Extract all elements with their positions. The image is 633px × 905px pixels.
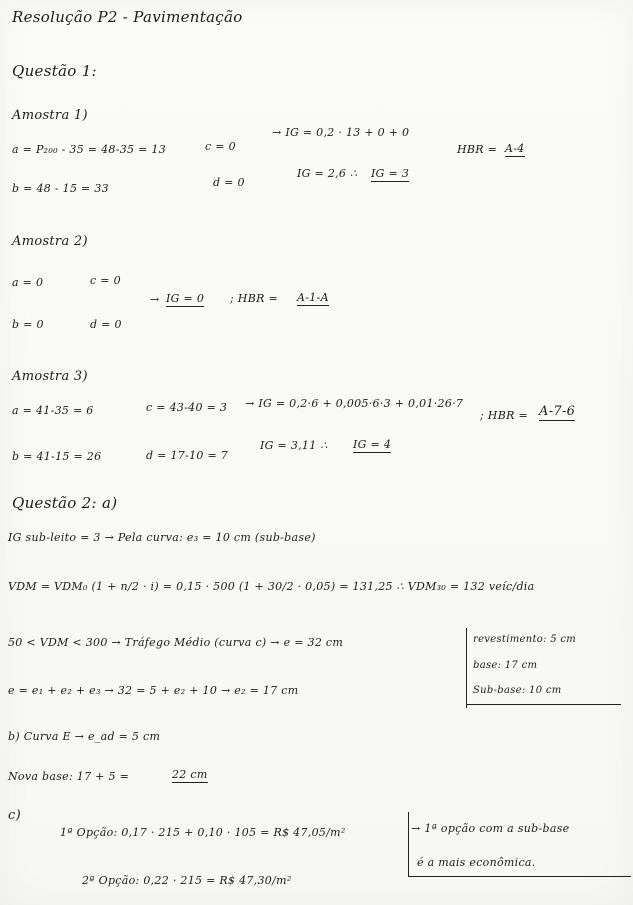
q2-new-base-result: 22 cm xyxy=(172,768,208,781)
sample-3-c: c = 43-40 = 3 xyxy=(146,401,228,414)
option-2: 2ª Opção: 0,22 · 215 = R$ 47,30/m² xyxy=(82,874,292,887)
sample-1-hbr-label: HBR = xyxy=(457,143,498,156)
sample-2-c: c = 0 xyxy=(90,274,121,287)
sample-3-b: b = 41-15 = 26 xyxy=(12,450,102,463)
q2-part-b: b) Curva E → e_ad = 5 cm xyxy=(8,730,161,743)
sample-2-label: Amostra 2) xyxy=(12,234,88,249)
option-1: 1ª Opção: 0,17 · 215 + 0,10 · 105 = R$ 47,05/m² xyxy=(60,826,346,839)
q2-part-c: c) xyxy=(8,808,21,823)
sample-1-line-b: b = 48 - 15 = 33 xyxy=(12,182,109,195)
box-divider xyxy=(467,704,621,705)
q2-line-ig: IG sub-leito = 3 → Pela curva: e₃ = 10 cm (sub-base) xyxy=(8,531,316,544)
layers-box xyxy=(466,628,627,708)
layer-subbase: Sub-base: 10 cm xyxy=(473,685,562,696)
sample-3-d: d = 17-10 = 7 xyxy=(146,449,229,462)
q2-line-thickness: e = e₁ + e₂ + e₃ → 32 = 5 + e₂ + 10 → e₂ = 17 cm xyxy=(8,684,299,697)
sample-2-a: a = 0 xyxy=(12,276,44,289)
conclusion-line-1: → 1ª opção com a sub-base xyxy=(411,822,570,835)
sample-1-hbr-result: A-4 xyxy=(505,142,525,155)
sample-3-hbr-label: ; HBR = xyxy=(480,409,528,422)
sample-1-line-a: a = P₂₀₀ - 35 = 48-35 = 13 xyxy=(12,143,167,156)
conclusion-line-2: é a mais econômica. xyxy=(417,856,536,869)
sample-2-arrow: → xyxy=(150,293,160,306)
sample-3-hbr-result: A-7-6 xyxy=(539,404,576,419)
sample-1-ig-result: IG = 3 xyxy=(371,167,410,180)
sample-1-ig-value: IG = 2,6 ∴ xyxy=(297,167,358,180)
sample-2-d: d = 0 xyxy=(90,318,122,331)
layer-surface: revestimento: 5 cm xyxy=(473,634,577,645)
sample-3-ig-result: IG = 4 xyxy=(353,438,392,451)
sample-2-hbr-label: ; HBR = xyxy=(230,292,278,305)
page-title: Resolução P2 - Pavimentação xyxy=(12,8,243,26)
sample-1-label: Amostra 1) xyxy=(12,108,88,123)
question-1-title: Questão 1: xyxy=(12,62,97,80)
sample-3-a: a = 41-35 = 6 xyxy=(12,404,94,417)
conclusion-box xyxy=(408,812,631,877)
layer-base: base: 17 cm xyxy=(473,660,538,671)
q2-line-vdm: VDM = VDM₀ (1 + n/2 · i) = 0,15 · 500 (1 + 30/2 · 0,05) = 131,25 ∴ VDM₃₀ = 132 veíc/dia xyxy=(8,580,535,593)
sample-3-ig-formula: → IG = 0,2·6 + 0,005·6·3 + 0,01·26·7 xyxy=(245,397,464,410)
sample-2-b: b = 0 xyxy=(12,318,44,331)
sample-1-c: c = 0 xyxy=(205,140,236,153)
q2-new-base-label: Nova base: 17 + 5 = xyxy=(8,770,130,783)
question-2-title: Questão 2: a) xyxy=(12,494,118,512)
q2-line-traffic: 50 < VDM < 300 → Tráfego Médio (curva c) → e = 32 cm xyxy=(8,636,344,649)
sample-1-ig-formula: → IG = 0,2 · 13 + 0 + 0 xyxy=(272,126,410,139)
sample-3-label: Amostra 3) xyxy=(12,369,88,384)
sample-1-d: d = 0 xyxy=(213,176,245,189)
sample-2-hbr-result: A-1-A xyxy=(297,291,329,304)
sample-2-ig-result: IG = 0 xyxy=(166,292,205,305)
sample-3-ig-value: IG = 3,11 ∴ xyxy=(260,439,328,452)
